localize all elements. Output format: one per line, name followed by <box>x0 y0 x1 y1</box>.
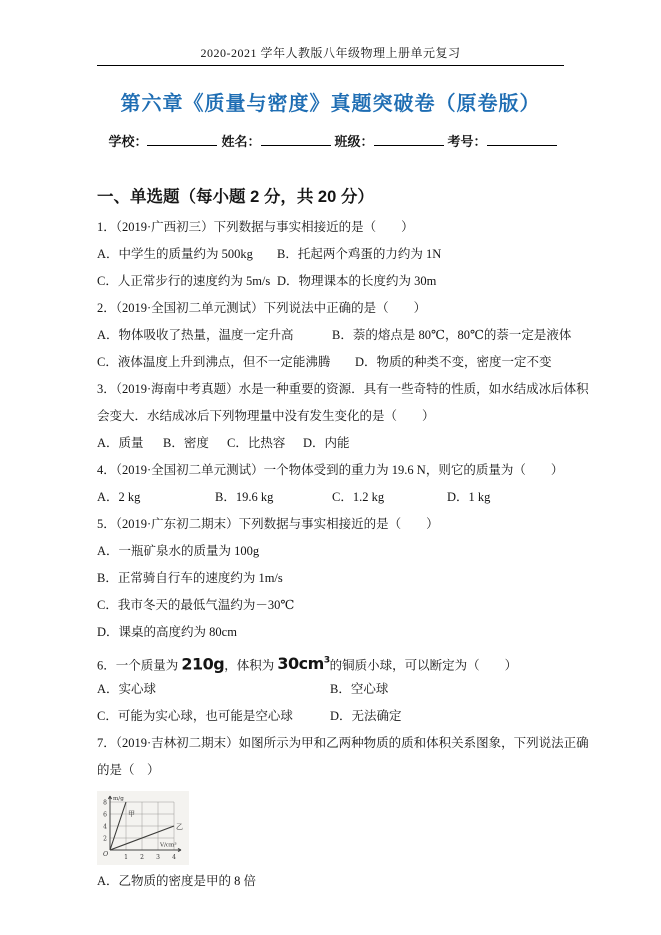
y-axis-label: m/g <box>113 796 124 802</box>
q1-option-d: D．物理课本的长度约为 30m <box>277 274 437 288</box>
ytick-2: 2 <box>103 835 107 843</box>
q5-option-d: D．课桌的高度约为 80cm <box>97 625 237 639</box>
q6-volume-value: $30cm^3$ <box>277 654 330 674</box>
graph-tick-labels <box>103 800 176 862</box>
q1-option-c: C．人正常步行的速度约为 5m/s <box>97 274 271 288</box>
q7-stem-line1: 7．（2019·吉林初二期末）如图所示为甲和乙两种物质的质和体积关系图象，下列说法正确 <box>97 736 589 750</box>
q6-option-d: D．无法确定 <box>330 709 402 723</box>
q5-option-a: A．一瓶矿泉水的质量为 100g <box>97 544 260 558</box>
q1-options-row-1 <box>97 241 591 268</box>
header-rule <box>97 65 564 66</box>
class-label: 班级： <box>334 134 374 149</box>
series-yi-label: 乙 <box>176 823 183 831</box>
q1-stem: 1．（2019·广西初三）下列数据与事实相接近的是（ ） <box>97 220 414 234</box>
q2-option-d: D．物质的种类不变，密度一定不变 <box>355 355 552 369</box>
q2-option-a: A．物体吸收了热量，温度一定升高 <box>97 328 294 342</box>
q4-options-row <box>97 484 591 511</box>
page-title: 第六章《质量与密度》真题突破卷（原卷版） <box>120 93 541 115</box>
q3-option-a: A．质量 <box>97 436 144 450</box>
q2-option-b: B．萘的熔点是 80℃，80℃的萘一定是液体 <box>332 328 572 342</box>
q6-stem <box>97 646 591 676</box>
q3-option-c: C．比热容 <box>227 436 286 450</box>
q2-options-row-1 <box>97 322 591 349</box>
document-header: 2020-2021 学年人教版八年级物理上册单元复习 <box>200 46 461 60</box>
q2-option-c: C．液体温度上升到沸点，但不一定能沸腾 <box>97 355 331 369</box>
q3-stem-line2: 会变大．水结成冰后下列物理量中没有发生变化的是（ ） <box>97 409 435 423</box>
xtick-3: 3 <box>156 854 160 861</box>
q6-option-a: A．实心球 <box>97 682 157 696</box>
q6-option-c: C．可能为实心球，也可能是空心球 <box>97 709 293 723</box>
exam-no-blank <box>487 132 557 146</box>
q7-stem-line2: 的是（ ） <box>97 763 160 777</box>
school-label: 学校： <box>108 134 148 149</box>
q4-option-d: D．1 kg <box>447 490 491 504</box>
school-blank <box>147 132 217 146</box>
q1-option-a: A．中学生的质量约为 500kg <box>97 247 253 261</box>
xtick-2: 2 <box>140 854 144 861</box>
q3-option-b: B．密度 <box>163 436 209 450</box>
origin-label: O <box>103 850 109 858</box>
q1-option-b: B．托起两个鸡蛋的力约为 1N <box>277 247 442 261</box>
x-axis-label: V/cm³ <box>160 842 177 849</box>
q6-options-row-2 <box>97 703 591 730</box>
q4-option-a: A．2 kg <box>97 490 141 504</box>
q1-options-row-2 <box>97 268 591 295</box>
xtick-4: 4 <box>172 854 176 861</box>
student-info-line <box>0 131 661 150</box>
q6-option-b: B．空心球 <box>330 682 389 696</box>
class-blank <box>374 132 444 146</box>
section-heading: 一、单选题（每小题 2 分，共 20 分） <box>97 188 374 206</box>
q4-option-c: C．1.2 kg <box>332 490 385 504</box>
mass-volume-graph <box>97 791 189 865</box>
q3-stem-line1: 3．（2019·海南中考真题）水是一种重要的资源．具有一些奇特的性质，如水结成冰后体积 <box>97 382 589 396</box>
name-label: 姓名： <box>221 134 261 149</box>
q6-stem-mid: ，体积为 <box>224 658 278 673</box>
question-content <box>97 183 591 895</box>
q6-mass-value: 210g <box>181 654 225 674</box>
mass-volume-graph-figure <box>97 791 189 865</box>
q5-option-b: B．正常骑自行车的速度约为 1m/s <box>97 571 283 585</box>
ytick-8: 8 <box>103 799 107 807</box>
q2-options-row-2 <box>97 349 591 376</box>
q4-option-b: B．19.6 kg <box>215 490 274 504</box>
q5-stem: 5．（2019·广东初二期末）下列数据与事实相接近的是（ ） <box>97 517 439 531</box>
q6-stem-pre: 6．一个质量为 <box>97 658 182 673</box>
q6-options-row-1 <box>97 676 591 703</box>
xtick-1: 1 <box>124 854 128 861</box>
ytick-4: 4 <box>103 823 107 831</box>
q6-stem-post: 的铜质小球，可以断定为（ ） <box>329 658 518 673</box>
q5-option-c: C．我市冬天的最低气温约为－30℃ <box>97 598 295 612</box>
q4-stem: 4．（2019·全国初二单元测试）一个物体受到的重力为 19.6 N，则它的质量为（ ） <box>97 463 564 477</box>
name-blank <box>261 132 331 146</box>
q3-options-row <box>97 430 591 457</box>
ytick-6: 6 <box>103 811 107 819</box>
q2-stem: 2．（2019·全国初二单元测试）下列说法中正确的是（ ） <box>97 301 427 315</box>
q3-option-d: D．内能 <box>303 436 350 450</box>
series-jia-label: 甲 <box>128 810 135 818</box>
q7-option-a: A．乙物质的密度是甲的 8 倍 <box>97 874 257 888</box>
exam-no-label: 考号： <box>447 134 487 149</box>
